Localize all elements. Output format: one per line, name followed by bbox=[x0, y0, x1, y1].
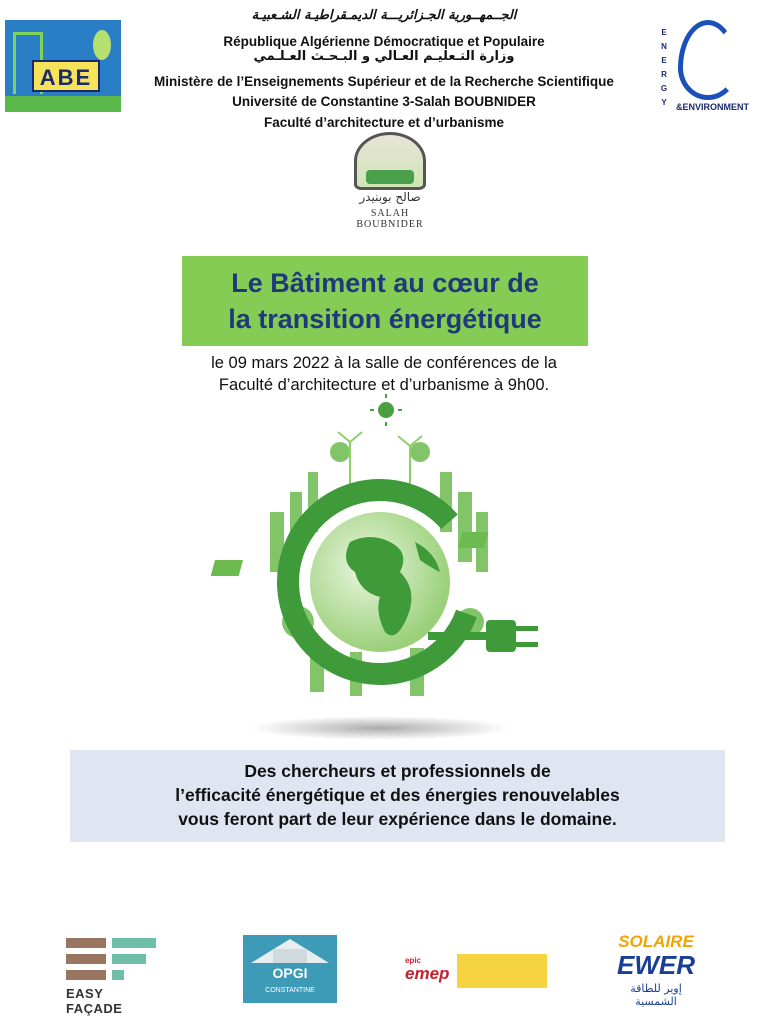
republic-arabic: الجــمهــورية الجـزائريـــة الديمـقراطيـة الشـعبيـة bbox=[251, 8, 517, 23]
environment-caption: &ENVIRONMENT bbox=[676, 102, 750, 112]
ground-shape bbox=[5, 96, 121, 112]
ministry-arabic: وزارة التـعليـم العـالي و البـحـث العـلـمي bbox=[253, 49, 515, 64]
opgi-sub: CONSTANTINE bbox=[265, 987, 315, 994]
emep-mark: emep bbox=[405, 964, 450, 983]
easy-facade-logo bbox=[66, 938, 160, 1016]
university-seal bbox=[340, 132, 440, 230]
ewer-label: EWER bbox=[617, 950, 695, 980]
solaire-label: SOLAIRE bbox=[618, 932, 694, 951]
book-icon bbox=[366, 170, 414, 184]
ground-shadow bbox=[250, 716, 510, 740]
emep-text-box bbox=[457, 954, 547, 988]
solaire-ewer-logo bbox=[610, 932, 702, 1008]
energy-environment-logo bbox=[658, 18, 748, 118]
event-date bbox=[0, 352, 768, 396]
event-date-line2: Faculté d’architecture et d’urbanisme à 9h00. bbox=[218, 376, 550, 394]
tree-icon bbox=[93, 30, 111, 60]
event-title-box bbox=[182, 256, 588, 346]
seal-name-arabic: صالح بوبنيدر bbox=[359, 190, 421, 204]
banner-line3: vous feront part de leur expérience dans le domaine. bbox=[178, 809, 617, 829]
ministry-french: Ministère de l’Enseignements Supérieur et de la Recherche Scientifique bbox=[154, 74, 614, 89]
green-energy-illustration bbox=[200, 392, 560, 746]
banner-line2: l’efficacité énergétique et des énergies renouvelables bbox=[175, 785, 620, 805]
sun-icon bbox=[370, 394, 402, 426]
emep-logo bbox=[405, 950, 547, 992]
republic-french: République Algérienne Démocratique et Populaire bbox=[223, 34, 545, 49]
opgi-logo bbox=[243, 935, 337, 1003]
event-date-line1: le 09 mars 2022 à la salle de conférences de la bbox=[211, 354, 557, 372]
emep-epic: epic bbox=[405, 956, 422, 965]
university-name: Université de Constantine 3-Salah BOUBNIDER bbox=[232, 94, 536, 109]
abe-logo-text: ABE bbox=[32, 60, 100, 92]
event-title-line1: Le Bâtiment au cœur de bbox=[231, 268, 539, 298]
easy-facade-label: EASY FAÇADE bbox=[66, 986, 123, 1016]
banner-line1: Des chercheurs et professionnels de bbox=[244, 761, 551, 781]
faculty-name: Faculté d’architecture et d’urbanisme bbox=[263, 115, 505, 130]
building-icon bbox=[243, 935, 337, 965]
ef-mark-icon bbox=[66, 938, 160, 984]
speakers-banner bbox=[70, 750, 725, 842]
e-swoosh-icon bbox=[678, 20, 738, 100]
seal-name: SALAH BOUBNIDER bbox=[356, 208, 424, 230]
abe-logo bbox=[5, 20, 121, 112]
energy-vertical-letters: E N E R G Y bbox=[660, 28, 668, 107]
opgi-label: OPGI bbox=[272, 965, 308, 981]
event-title-line2: la transition énergétique bbox=[228, 304, 542, 334]
ewer-arabic-label: إوير للطاقة الشمسية bbox=[630, 982, 682, 1008]
